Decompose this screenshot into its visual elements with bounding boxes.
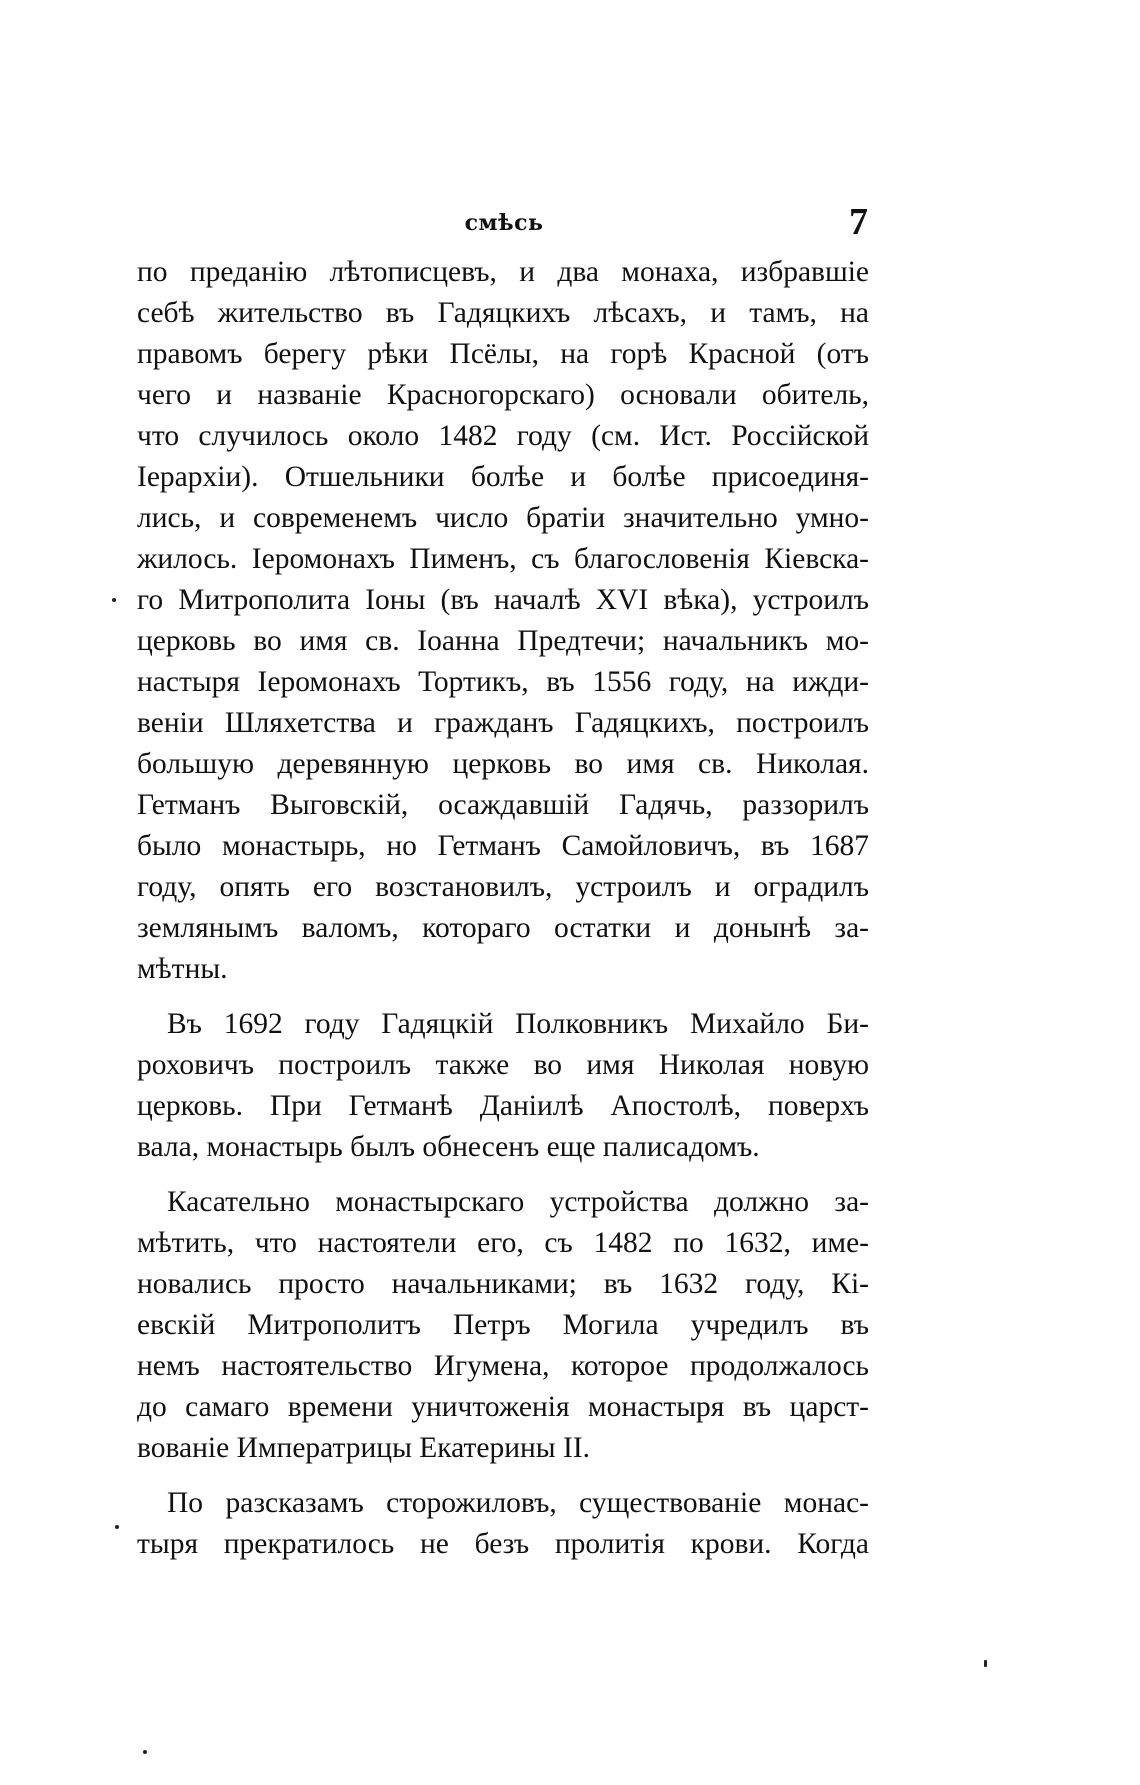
text-line: По разсказамъ сторожиловъ, существованіе монас-: [167, 1487, 869, 1519]
text-line: вала, монастырь былъ обнесенъ еще палисадомъ.: [137, 1131, 760, 1163]
text-line: церковь во имя св. Іоанна Предтечи; начальникъ мо-: [137, 625, 869, 657]
paragraph-4: [137, 1483, 869, 1565]
running-head: [140, 203, 868, 243]
text-line: роховичъ построилъ также во имя Николая новую: [137, 1049, 869, 1081]
text-line: новались просто начальниками; въ 1632 году, Кі-: [137, 1268, 869, 1300]
text-line: Іерархіи). Отшельники болѣе и болѣе присоединя-: [137, 461, 869, 493]
text-line: веніи Шляхетства и гражданъ Гадяцкихъ, построилъ: [137, 707, 869, 739]
text-line: Въ 1692 году Гадяцкій Полковникъ Михайло Би-: [167, 1008, 869, 1040]
text-line: жилось. Іеромонахъ Пименъ, съ благословенія Кіевска-: [137, 543, 869, 575]
text-line: Касательно монастырскаго устройства должно за-: [167, 1186, 869, 1218]
text-line: что случилось около 1482 году (см. Ист. Россійской: [137, 420, 869, 452]
paragraph-3: [137, 1182, 869, 1469]
scan-speck: [115, 1525, 119, 1529]
text-line: мѣтить, что настоятели его, съ 1482 по 1632, име-: [137, 1227, 869, 1259]
scan-speck: [143, 1750, 147, 1754]
text-line: по преданію лѣтописцевъ, и два монаха, избравшіе: [137, 256, 869, 288]
text-line: до самаго времени уничтоженія монастыря въ царст-: [137, 1391, 869, 1423]
text-line: мѣтны.: [137, 953, 228, 985]
text-line: настыря Іеромонахъ Тортикъ, въ 1556 году, на ижди-: [137, 666, 869, 698]
text-line: землянымъ валомъ, котораго остатки и донынѣ за-: [137, 912, 869, 944]
page-number: 7: [849, 201, 868, 243]
paragraph-2: [137, 1004, 869, 1168]
text-line: церковь. При Гетманѣ Даніилѣ Апостолѣ, поверхъ: [137, 1090, 869, 1122]
text-line: лись, и современемъ число братіи значительно умно-: [137, 502, 869, 534]
body-text: [137, 252, 869, 1565]
running-title: смѣсь: [464, 210, 544, 236]
text-line: Гетманъ Выговскій, осаждавшій Гадячь, раззорилъ: [137, 789, 869, 821]
text-line: большую деревянную церковь во имя св. Николая.: [137, 748, 869, 780]
text-line: чего и названіе Красногорскаго) основали обитель,: [137, 379, 869, 411]
text-line: себѣ жительство въ Гадяцкихъ лѣсахъ, и тамъ, на: [137, 297, 869, 329]
text-line: было монастырь, но Гетманъ Самойловичъ, въ 1687: [137, 830, 869, 862]
text-line: тыря прекратилось не безъ пролитія крови. Когда: [137, 1528, 869, 1560]
text-line: вованіе Императрицы Екатерины II.: [137, 1432, 591, 1464]
text-line: правомъ берегу рѣки Псёлы, на горѣ Красной (отъ: [137, 338, 869, 370]
text-line: немъ настоятельство Игумена, которое продолжалось: [137, 1350, 869, 1382]
text-line: евскій Митрополитъ Петръ Могила учредилъ въ: [137, 1309, 869, 1341]
text-line: го Митрополита Іоны (въ началѣ XVI вѣка), устроилъ: [137, 584, 869, 616]
scan-speck: [984, 1660, 987, 1667]
scan-speck: [112, 598, 116, 602]
paragraph-1: [137, 252, 869, 990]
text-line: году, опять его возстановилъ, устроилъ и оградилъ: [137, 871, 869, 903]
